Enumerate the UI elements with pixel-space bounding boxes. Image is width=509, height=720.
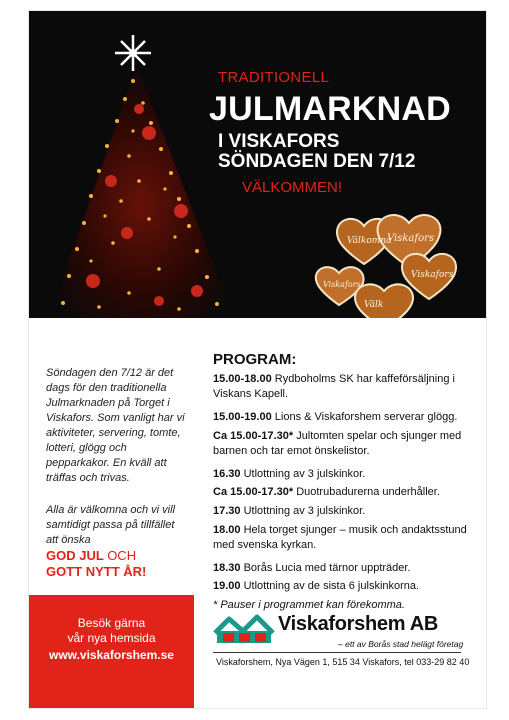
header-traditionell: TRADITIONELL — [218, 69, 330, 86]
svg-text:Viskafors: Viskafors — [411, 270, 454, 280]
viskaforshem-logo-icon — [213, 611, 275, 645]
company-tagline: – ett av Borås stad helägt företag — [338, 639, 464, 649]
svg-text:Välk: Välk — [364, 300, 384, 310]
program-item: 15.00-18.00 Rydboholms SK har kaffeförsäljning i Viskans Kapell. — [213, 373, 455, 400]
svg-text:Viskafors: Viskafors — [387, 233, 435, 244]
intro-text-2: Alla är välkomna och vi vill samtidigt passa på tillfället att önska — [46, 504, 175, 546]
program-item: 18.00 Hela torget sjunger – musik och andaktsstund med svenska kyrkan. — [213, 524, 467, 551]
svg-text:Viskafors: Viskafors — [323, 280, 361, 289]
header-welcome: VÄLKOMMEN! — [242, 179, 343, 196]
program-title: PROGRAM: — [213, 351, 297, 368]
program-item: 18.30 Borås Lucia med tärnor uppträder. — [213, 562, 411, 574]
website-link[interactable]: www.viskaforshem.se — [49, 648, 174, 662]
svg-text:Välkomna: Välkomna — [347, 236, 392, 246]
program-item: 17.30 Utlottning av 3 julskinkor. — [213, 505, 366, 517]
divider — [213, 652, 461, 653]
greeting-och: OCH — [107, 548, 137, 563]
intro-column — [29, 318, 189, 595]
website-line-2: vår nya hemsida — [67, 631, 156, 645]
program-item: Ca 15.00-17.30* Jultomten spelar och sjunger med barnen och tar emot önskelistor. — [213, 430, 462, 457]
hero-banner — [29, 11, 486, 318]
poster — [29, 11, 486, 708]
company-name: Viskaforshem AB — [278, 613, 439, 635]
greeting-god-jul: GOD JUL — [46, 548, 104, 563]
header-location: I VISKAFORS — [218, 131, 340, 152]
company-address: Viskaforshem, Nya Vägen 1, 515 34 Viskafors, tel 033-29 82 40 — [216, 657, 470, 667]
website-line-1: Besök gärna — [77, 616, 146, 630]
website-box — [29, 595, 194, 708]
program-note: * Pauser i programmet kan förekomma. — [213, 599, 405, 611]
greeting-gott-nytt: GOTT NYTT ÅR! — [46, 564, 147, 579]
intro-text: Söndagen den 7/12 är det dags för den traditionella Julmarknaden på Torget i Viskafors. Som vanligt har vi aktiviteter, servering, tomte, lotteri, glögg och pepparkakor. En kväll att träffas och trivas. — [46, 367, 185, 484]
program-item: 15.00-19.00 Lions & Viskaforshem serverar glögg. — [213, 411, 458, 423]
program-item: Ca 15.00-17.30* Duotrubadurerna underhåller. — [213, 486, 440, 498]
company-logo-area — [213, 607, 483, 707]
greeting — [46, 548, 146, 580]
program-item: 16.30 Utlottning av 3 julskinkor. — [213, 468, 366, 480]
header-julmarknad: JULMARKNAD — [209, 90, 451, 128]
program-item: 19.00 Utlottning av de sista 6 julskinkorna. — [213, 580, 420, 592]
header-date: SÖNDAGEN DEN 7/12 — [218, 151, 416, 172]
